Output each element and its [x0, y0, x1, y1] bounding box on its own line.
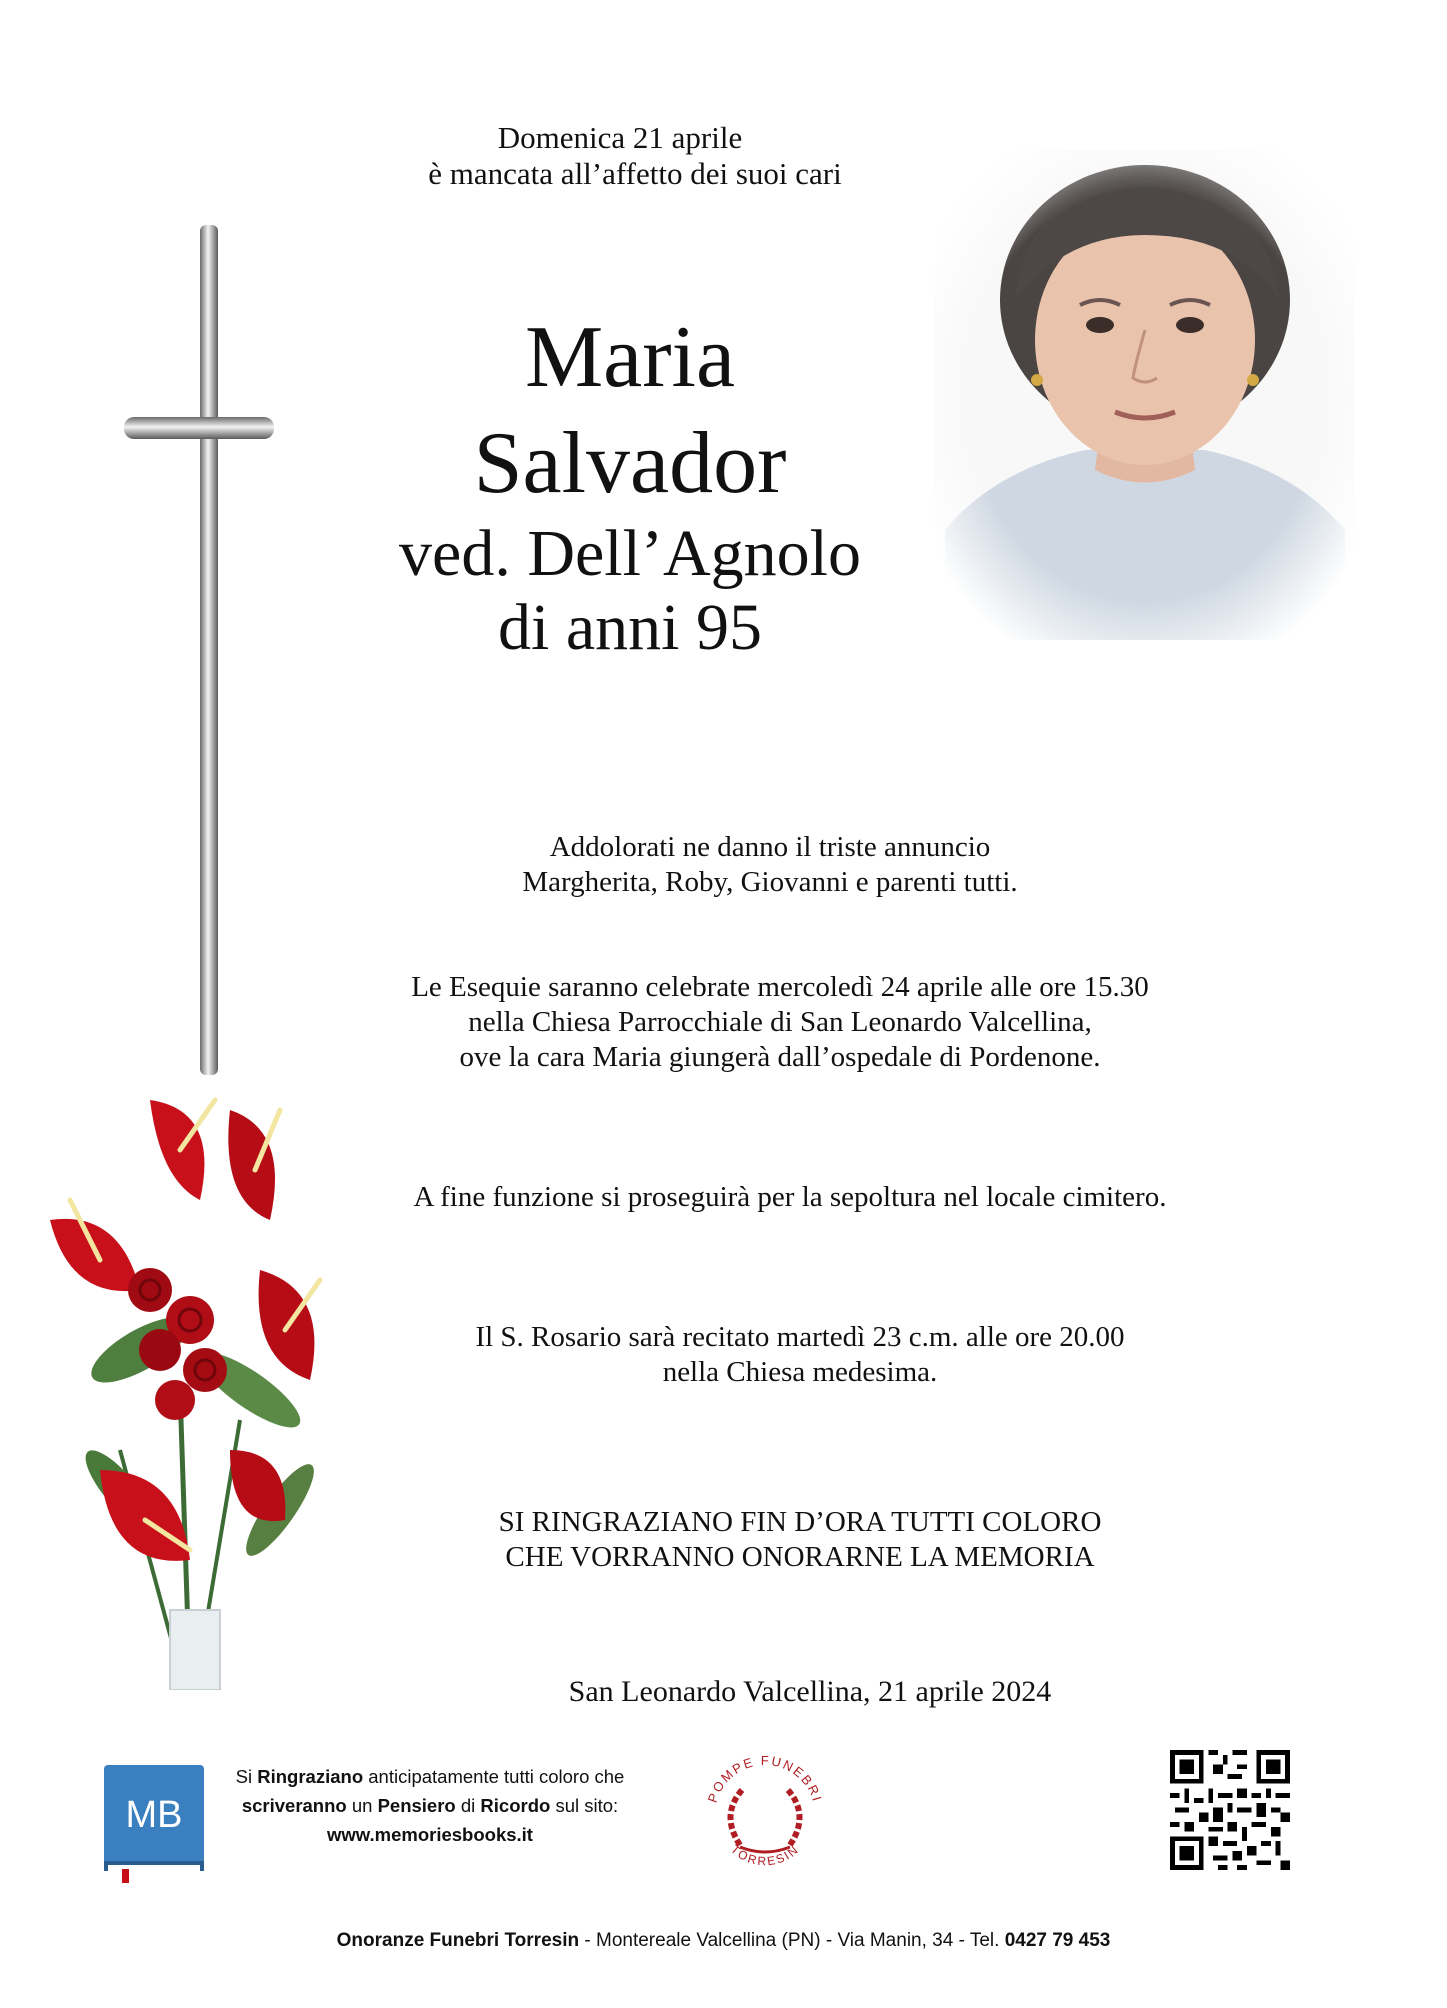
- place-date: San Leonardo Valcellina, 21 aprile 2024: [568, 1675, 1052, 1708]
- burial-line-1: A fine funzione si proseguirà per la sepoltura nel locale cimitero.: [413, 1181, 1167, 1213]
- flower-bouquet-icon: [30, 1090, 350, 1690]
- thanks-line-1: SI RINGRAZIANO FIN D’ORA TUTTI COLORO: [498, 1506, 1102, 1538]
- footer-company: Onoranze Funebri Torresin: [336, 1930, 580, 1951]
- intro-text: [300, 120, 940, 192]
- seal-bottom-text: TORRESIN: [728, 1842, 802, 1869]
- memoriesbooks-text: [210, 1762, 650, 1849]
- announcement-line-1: Addolorati ne danno il triste annuncio: [549, 831, 991, 863]
- thanks-text: [420, 1505, 1180, 1575]
- funeral-line-3: ove la cara Maria giungerà dall’ospedale di Pordenone.: [459, 1041, 1101, 1073]
- mb-di: di: [460, 1795, 476, 1816]
- mb-scriveranno: scriveranno: [241, 1795, 347, 1816]
- seal-top-text: POMPE FUNEBRI: [704, 1752, 826, 1805]
- svg-text:POMPE FUNEBRI: [705, 1753, 826, 1805]
- qr-code-icon[interactable]: [1170, 1750, 1290, 1870]
- funeral-line-1: Le Esequie saranno celebrate mercoledì 24 aprile alle ore 15.30: [411, 971, 1149, 1003]
- svg-text:TORRESIN: [728, 1842, 802, 1868]
- portrait-photo: [935, 150, 1355, 640]
- burial-text: [340, 1180, 1240, 1215]
- intro-phrase: è mancata all’affetto dei suoi cari: [428, 156, 842, 191]
- first-name: Maria: [524, 309, 736, 406]
- mb-pensiero: Pensiero: [377, 1795, 456, 1816]
- thanks-line-2: CHE VORRANNO ONORARNE LA MEMORIA: [505, 1541, 1095, 1573]
- mb-line2-rest: sul sito:: [555, 1795, 619, 1816]
- funeral-line-2: nella Chiesa Parrocchiale di San Leonardo Valcellina,: [468, 1006, 1092, 1038]
- mb-un: un: [351, 1795, 373, 1816]
- memoriesbooks-logo-icon[interactable]: [104, 1765, 204, 1883]
- widow-of: ved. Dell’Agnolo: [399, 517, 861, 590]
- memoriesbooks-logo-text: MB: [125, 1794, 183, 1836]
- announcement-line-2: Margherita, Roby, Giovanni e parenti tutti.: [522, 866, 1018, 898]
- mb-si: Si: [235, 1766, 253, 1787]
- age: di anni 95: [498, 591, 762, 664]
- footer-phone: 0427 79 453: [1004, 1930, 1111, 1951]
- mb-ringraziano: Ringraziano: [257, 1766, 364, 1787]
- footer-address: - Montereale Valcellina (PN) - Via Manin, 34 - Tel.: [584, 1930, 1000, 1951]
- last-name: Salvador: [473, 415, 787, 512]
- deceased-name-block: [300, 305, 960, 665]
- rosary-line-1: Il S. Rosario sarà recitato martedì 23 c.m. alle ore 20.00: [475, 1321, 1125, 1353]
- rosary-text: [400, 1320, 1200, 1390]
- cross-icon: [120, 225, 290, 1075]
- torresin-seal-icon: [700, 1745, 830, 1885]
- announcement-text: [430, 830, 1110, 900]
- footer-contact: [0, 1930, 1447, 1952]
- funeral-text: [340, 970, 1220, 1075]
- rosary-line-2: nella Chiesa medesima.: [662, 1356, 938, 1388]
- memoriesbooks-url-link[interactable]: www.memoriesbooks.it: [327, 1824, 533, 1845]
- mb-ricordo: Ricordo: [480, 1795, 551, 1816]
- intro-date: Domenica 21 aprile: [497, 120, 743, 155]
- mb-line1-rest: anticipatamente tutti coloro che: [368, 1766, 625, 1787]
